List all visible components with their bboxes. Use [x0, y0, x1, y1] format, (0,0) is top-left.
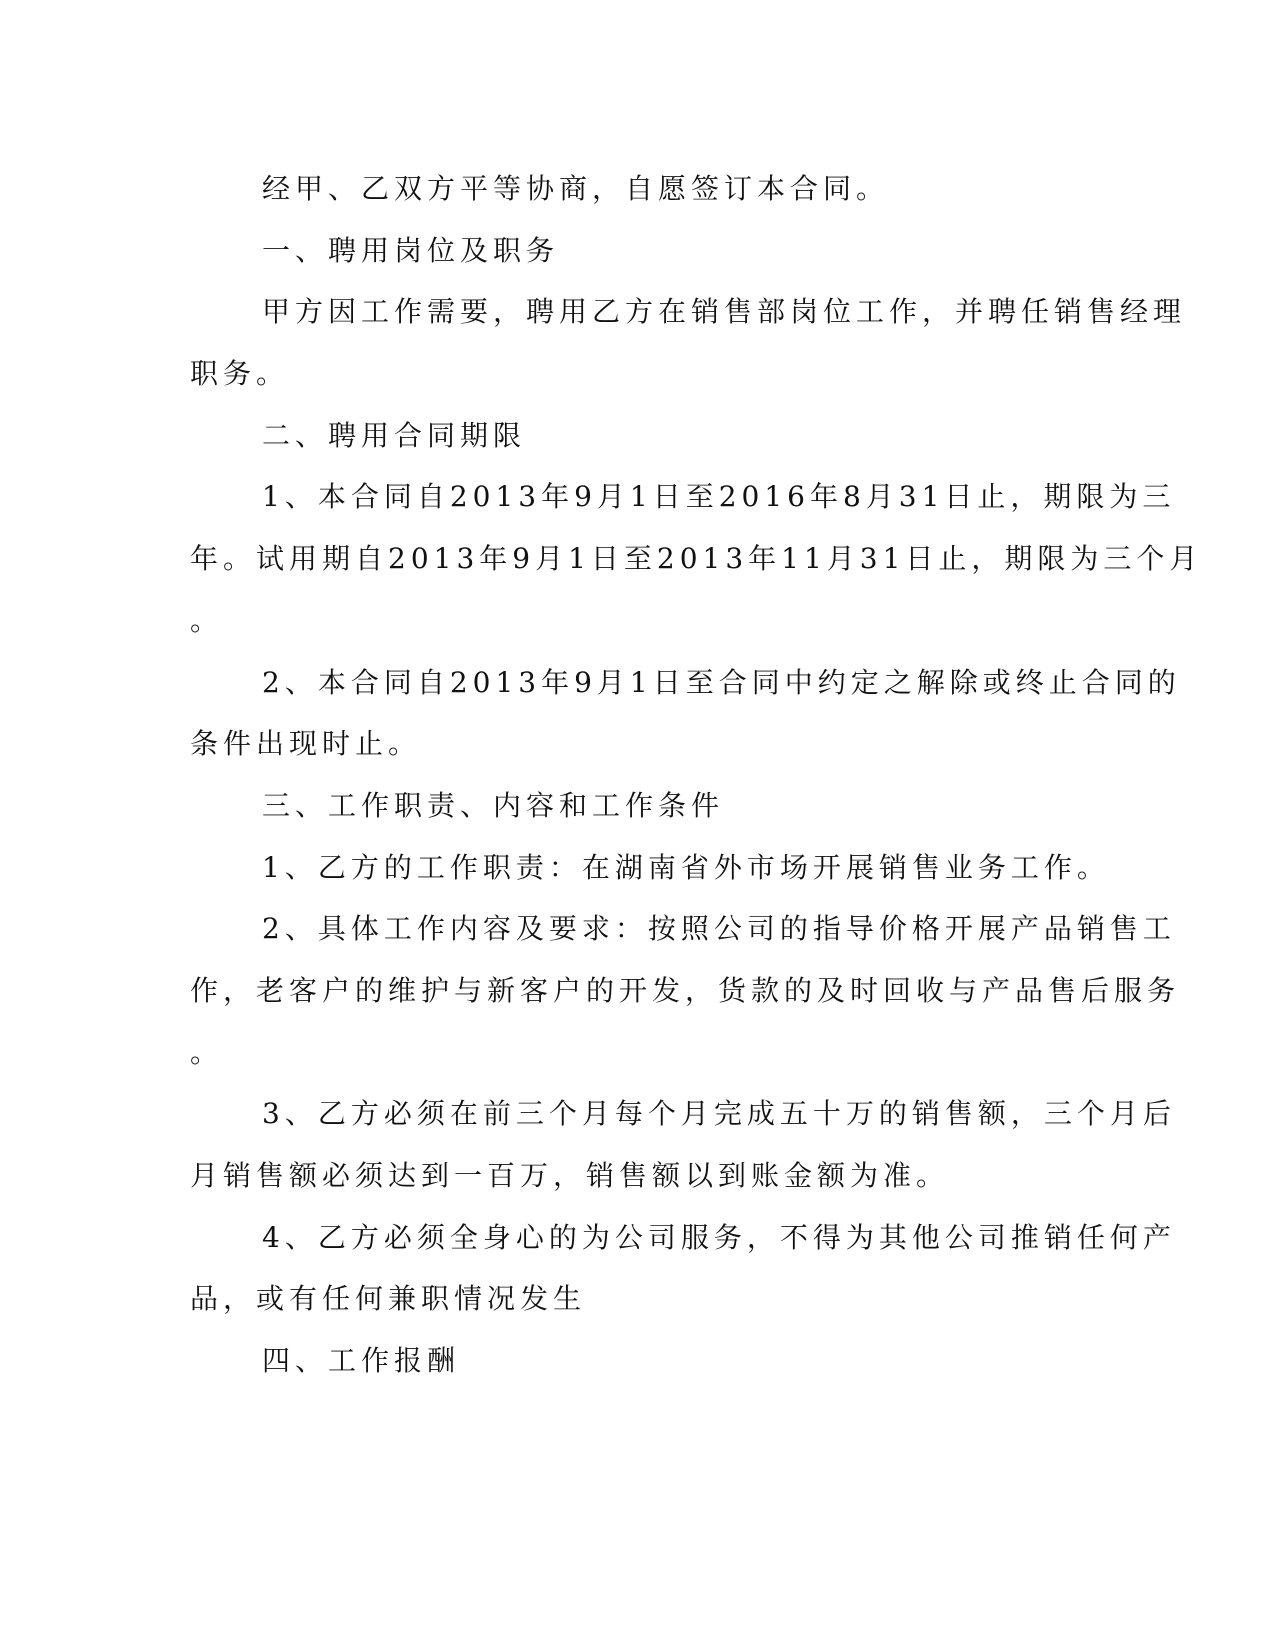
- document-body: [190, 158, 1203, 1392]
- paragraph-line: 作，老客户的维护与新客户的开发，货款的及时回收与产品售后服务: [190, 973, 1181, 1007]
- paragraph-line: 1、乙方的工作职责：在湖南省外市场开展销售业务工作。: [262, 850, 1110, 884]
- section-heading-4: 四、工作报酬: [262, 1344, 461, 1378]
- paragraph-line: 条件出现时止。: [190, 727, 422, 761]
- paragraph-line: 年。试用期自2013年9月1日至2013年11月31日止，期限为三个月: [190, 542, 1203, 576]
- section-heading-2: 二、聘用合同期限: [262, 418, 527, 452]
- paragraph-line: 月销售额必须达到一百万，销售额以到账金额为准。: [190, 1159, 950, 1192]
- section-heading-1: 一、聘用岗位及职务: [262, 233, 560, 267]
- paragraph-line: 3、乙方必须在前三个月每个月完成五十万的销售额，三个月后: [262, 1097, 1176, 1131]
- paragraph-line: 2、具体工作内容及要求：按照公司的指导价格开展产品销售工: [262, 912, 1176, 946]
- paragraph-line: 甲方因工作需要，聘用乙方在销售部岗位工作，并聘任销售经理: [262, 295, 1187, 329]
- paragraph-line: 4、乙方必须全身心的为公司服务，不得为其他公司推销任何产: [262, 1220, 1176, 1254]
- paragraph-line: 品，或有任何兼职情况发生: [190, 1282, 587, 1316]
- paragraph-line: 职务。: [190, 357, 290, 391]
- paragraph-line: 2、本合同自2013年9月1日至合同中约定之解除或终止合同的: [262, 665, 1181, 699]
- paragraph-line: 经甲、乙双方平等协商，自愿签订本合同。: [262, 172, 890, 205]
- paragraph-line: 。: [190, 603, 224, 637]
- paragraph-line: 。: [190, 1035, 224, 1069]
- section-heading-3: 三、工作职责、内容和工作条件: [262, 788, 725, 822]
- paragraph-line: 1、本合同自2013年9月1日至2016年8月31日止，期限为三: [262, 480, 1176, 514]
